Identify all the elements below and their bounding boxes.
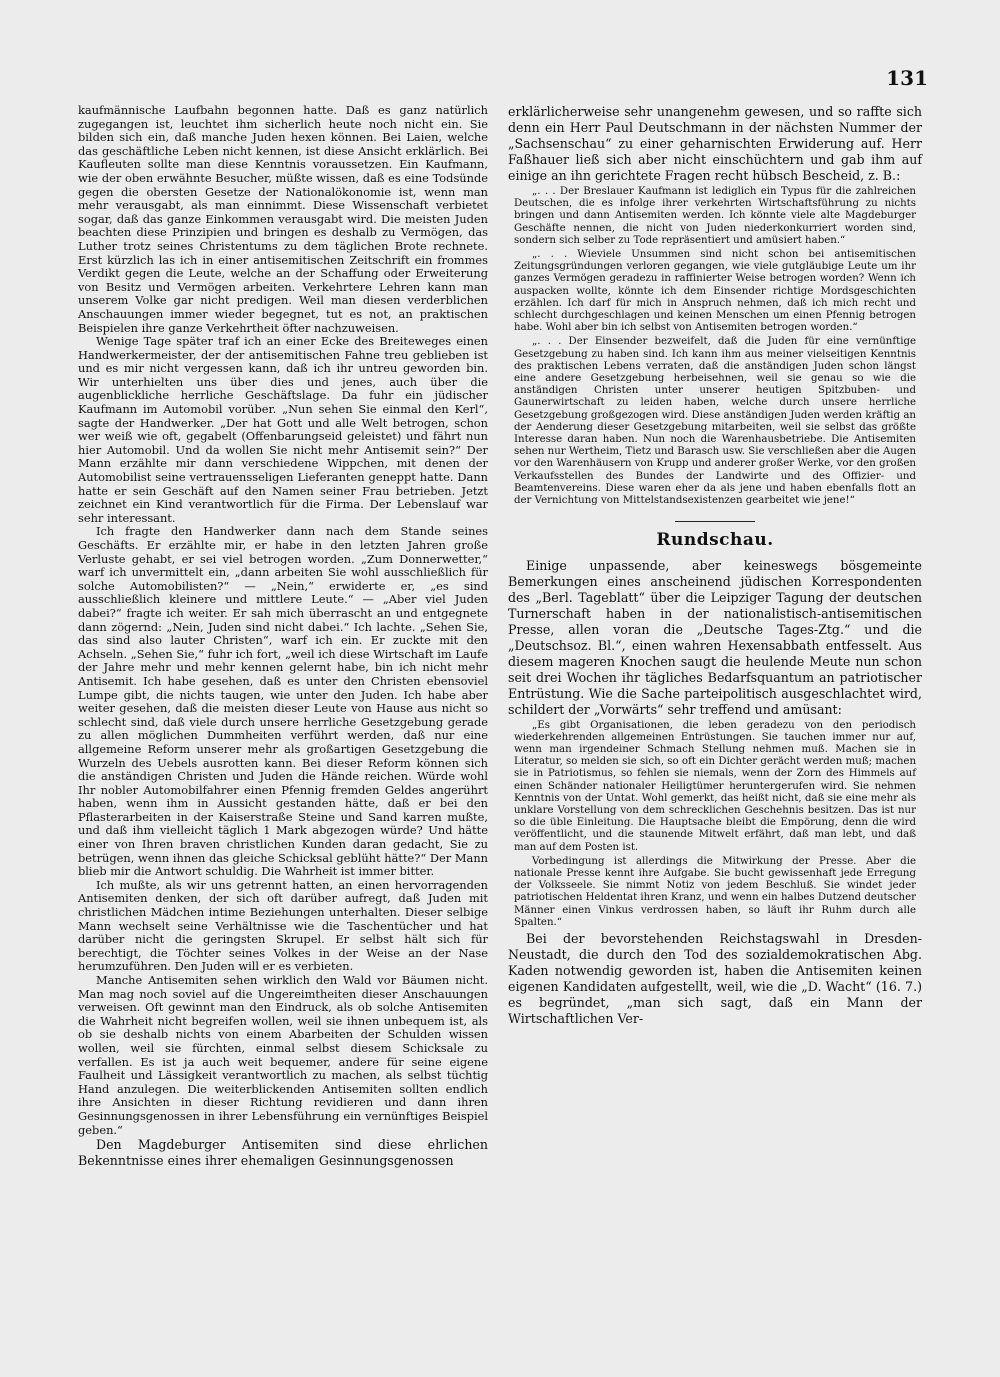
quote-paragraph: Vorbedingung ist allerdings die Mitwirkung der Presse. Aber die nationale Presse kennt ihre Aufgabe. Sie bucht gewissenhaft jede Erregung der Volksseele. Sie nimmt Notiz von jedem Beschluß. Sie windet jeder patriotischen Heldentat ihren Kranz, und wenn ein halbes Dutzend deutscher Männer einen Vinkus verdrossen haben, so läuft ihr Ruhm durch alle Spalten.“ [514, 855, 917, 928]
paragraph: Ich fragte den Handwerker dann nach dem Stande seines Geschäfts. Er erzählte mir, er habe in den letzten Jahren große Verluste gehabt, er sei viel betrogen worden. „Zum Donnerwetter,“ warf ich unvermittelt ein, „dann arbeiten Sie wohl ausschließlich für solche Automobilisten?“ — „Nein,“ erwiderte er, „es sind ausschließlich kleinere und mittlere Leute.“ — „Aber viel Juden dabei?“ fragte ich weiter. Er sah mich überrascht an und entgegnete dann zögernd: „Nein, Juden sind nicht dabei.“ Ich lachte. „Sehen Sie, das sind also lauter Christen“, warf ich ein. Er zuckte mit den Achseln. „Sehen Sie,“ fuhr ich fort, „weil ich diese Wirtschaft im Laufe der Jahre mehr und mehr kennen gelernt habe, bin ich nicht mehr Antisemit. Ich habe gesehen, daß es unter den Christen ebensoviel Lumpe gibt, die nichts taugen, wie unter den Juden. Ich habe aber weiter gesehen, daß die meisten dieser Leute von Hause aus nicht so schlecht sind, daß viele durch unsere herrliche Gesetzgebung gerade zu allen möglichen Dummheiten verführt werden, daß nur eine allgemeine Reform unserer mehr als großartigen Gesetzgebung die Wurzeln des Uebels ausrotten kann. Bei dieser Reform können sich die anständigen Christen und Juden die Hände reichen. Würde wohl Ihr nobler Automobilfahrer einen Pfennig fremden Geldes angerührt haben, wenn ihm in Aussicht gestanden hätte, daß er bei den Pflasterarbeiten in der Kaiserstraße Steine und Sand karren mußte, und daß ihm vielleicht täglich 1 Mark abgezogen würde? Und hätte einer von Ihren braven christlichen Kunden daran gedacht, Sie zu betrügen, wenn ihnen das gleiche Schicksal geblüht hätte?“ Der Mann blieb mir die Antwort schuldig. Die Wahrheit ist immer bitter. [78, 524, 488, 879]
paragraph: erklärlicherweise sehr unangenehm gewesen, und so raffte sich denn ein Herr Paul Deutschmann in der nächsten Nummer der „Sachsenschau“ zu einer geharnischten Erwiderung auf. Herr Faßhauer ließ sich aber nicht einschüchtern und gab ihm auf einige an ihn gerichtete Fragen recht hübsch Bescheid, z. B.: [508, 104, 922, 183]
quote-paragraph: „Es gibt Organisationen, die leben geradezu von den periodisch wiederkehrenden allgemeinen Entrüstungen. Sie tauchen immer nur auf, wenn man irgendeiner Schmach Stellung nehmen muß. Machen sie in Literatur, so melden sie sich, so oft ein Dichter gerächt werden muß; machen sie in Patriotismus, so fehlen sie niemals, wenn der Zorn des Himmels auf einen Schänder nationaler Heiligtümer heruntergerufen wird. Sie nehmen Kenntnis von der Untat. Wohl gemerkt, das heißt nicht, daß sie eine mehr als unklare Vorstellung von dem schrecklichen Geschehnis besitzen. Das ist nur so die üble Einleitung. Die Hauptsache bleibt die Empörung, denn die wird veröffentlicht, und die staunende Mitwelt erfährt, daß man lebt, und daß man auf dem Posten ist. [514, 719, 916, 853]
paragraph: Wenige Tage später traf ich an einer Ecke des Breiteweges einen Handwerkermeister, der der antisemitischen Fahne treu geblieben ist und es mir nicht vergessen kann, daß ich ihr untreu geworden bin. Wir unterhielten uns über dies und jenes, auch über die augenblickliche herrliche Geschäftslage. Da fuhr ein jüdischer Kaufmann im Automobil vorüber. „Nun sehen Sie einmal den Kerl“, sagte der Handwerker. „Der hat Gott und alle Welt betrogen, schon wer weiß wie oft, gegabelt (Offenbarungseid geleistet) und fährt nun hier Automobil. Und da wollen Sie nicht mehr Antisemit sein?“ Der Mann erzählte mir dann verschiedene Wippchen, mit denen der Automobilist seine vertrauensseligen Lieferanten geneppt hatte. Dann hatte er sein Geschäft auf den Namen seiner Frau betrieben. Jetzt zeichnet ein Kind verantwortlich für die Firma. Der Lebenslauf war sehr interessant. [78, 334, 488, 525]
quote-paragraph: „. . . Der Einsender bezweifelt, daß die Juden für eine vernünftige Gesetzgebung zu haben sind. Ich kann ihm aus meiner vielseitigen Kenntnis des praktischen Lebens verraten, daß die anständigen Juden schon längst eine andere Gesetzgebung herbeisehnen, weil sie genau so wie die anständigen Christen unter unserer heutigen Spitzbuben- und Gaunerwirtschaft zu leiden haben, welche durch unsere herrliche Gesetzgebung großgezogen wird. Diese anständigen Juden werden kräftig an der Aenderung dieser Gesetzgebung mitarbeiten, weil sie selbst das größte Interesse daran haben. Nun noch die Warenhausbetriebe. Die Antisemiten sehen nur Wertheim, Tietz und Barasch usw. Sie verschließen aber die Augen vor den Warenhäusern von Krupp und anderer großer Werke, vor den großen Verkaufsstellen des Bundes der Landwirte und des Offizier- und Beamtenvereins. Diese waren eher da als jene und haben ebenfalls flott an der Vernichtung von Mittelstandsexistenzen gearbeitet wie jene!“ [514, 336, 916, 507]
section-divider [675, 521, 755, 522]
page-number: 131 [886, 66, 928, 90]
right-column [508, 104, 922, 1027]
paragraph: Einige unpassende, aber keineswegs bösgemeinte Bemerkungen eines anscheinend jüdischen Korrespondenten des „Berl. Tageblatt“ über die Leipziger Tagung der deutschen Turnerschaft haben in der nationalistisch-antisemitischen Presse, allen voran die „Deutsche Tages-Ztg.“ und die „Deutschsoz. Bl.“, einen wahren Hexensabbath entfesselt. Aus diesem mageren Knochen saugt die heulende Meute nun schon seit drei Wochen ihr tägliches Bedarfsquantum an patriotischer Entrüstung. Wie die Sache parteipolitisch ausgeschlachtet wird, schildert der „Vorwärts“ sehr treffend und amüsant: [508, 557, 922, 717]
paragraph: Ich mußte, als wir uns getrennt hatten, an einen hervorragenden Antisemiten denken, der sich oft darüber aufregt, daß Juden mit christlichen Mädchen intime Beziehungen unterhalten. Dieser selbige Mann wechselt seine Verhältnisse wie die Taschentücher und hat darüber nicht die geringsten Skrupel. Er selbst hält sich für berechtigt, die Töchter seines Volkes in der Weise an der Nase herumzuführen. Den Juden will er es verbieten. [78, 877, 488, 974]
paragraph: Den Magdeburger Antisemiten sind diese ehrlichen Bekenntnisse eines ihrer ehemaligen Gesinnungsgenossen [78, 1137, 488, 1169]
section-heading: Rundschau. [656, 530, 774, 551]
paragraph: Manche Antisemiten sehen wirklich den Wald vor Bäumen nicht. Man mag noch soviel auf die Ungereimtheiten dieser Anschauungen verweisen. Oft gewinnt man den Eindruck, als ob solche Antisemiten die Wahrheit nicht begreifen wollen, weil sie ihnen unbequem ist, als ob sie deshalb nichts von einem Abarbeiten der Schulden wissen wollen, weil sie fürchten, einmal selbst diesem Schicksale zu verfallen. Es ist ja auch weit bequemer, andere für seine eigene Faulheit und Lässigkeit verantwortlich zu machen, als selbst tüchtig Hand anzulegen. Die weiterblickenden Antisemiten sollten endlich ihre Ansichten in dieser Richtung revidieren und dann ihren Gesinnungsgenossen in ihrer Lebensführung ein vernünftiges Beispiel geben.“ [78, 973, 488, 1137]
quote-paragraph: „. . . Wieviele Unsummen sind nicht schon bei antisemitischen Zeitungsgründungen verloren gegangen, wie viele gutgläubige Leute um ihr ganzes Vermögen geradezu in raffinierter Weise betrogen worden? Wenn ich auspacken wollte, könnte ich dem Einsender richtige Mordsgeschichten erzählen. Ich darf für mich in Anspruch nehmen, daß ich mich recht und schlecht durchgeschlagen und keinen Menschen um einen Pfennig betrogen habe. Wohl aber bin ich selbst von Antisemiten betrogen worden.“ [514, 249, 916, 334]
quote-paragraph: „. . . Der Breslauer Kaufmann ist lediglich ein Typus für die zahlreichen Deutschen, die es infolge ihrer verkehrten Wirtschaftsführung zu nichts bringen und dann Antisemiten werden. Ich könnte viele alte Magdeburger Geschäfte nennen, die nicht von Juden niederkonkurriert worden sind, sondern sich selber zu Tode repräsentiert und amüsiert haben.“ [514, 186, 916, 246]
paragraph: kaufmännische Laufbahn begonnen hatte. Daß es ganz natürlich zugegangen ist, leuchtet ihm sicherlich heute noch nicht ein. Sie bilden sich ein, daß manche Juden hexen können. Bei Laien, welche das geschäftliche Leben nicht kennen, ist diese Ansicht erklärlich. Bei Kaufleuten sollte man diese Kenntnis voraussetzen. Ein Kaufmann, wie der oben erwähnte Besucher, müßte wissen, daß es eine Todsünde gegen die obersten Gesetze der Nationalökonomie ist, wenn man mehr verausgabt, als man einnimmt. Diese Wissenschaft verbietet sogar, daß das ganze Einkommen verausgabt wird. Die meisten Juden beachten diese Prinzipien und bringen es deshalb zu Vermögen, das Luther trotz seines Christentums zu dem täglichen Brote rechnete. Erst kürzlich las ich in einer antisemitischen Zeitschrift ein frommes Verdikt gegen die Leute, welche an der Schaffung oder Erweiterung von Besitz und Vermögen arbeiten. Verkehrtere Lehren kann man unserem Volke gar nicht predigen. Weil man diesen verderblichen Anschauungen immer wieder begegnet, tut es not, an praktischen Beispielen ihre ganze Verkehrtheit öfter nachzuweisen. [78, 103, 488, 335]
paragraph: Bei der bevorstehenden Reichstagswahl in Dresden-Neustadt, die durch den Tod des sozialdemokratischen Abg. Kaden notwendig geworden ist, haben die Antisemiten keinen eigenen Kandidaten aufgestellt, weil, wie die „D. Wacht“ (16. 7.) es begründet, „man sich sagt, daß ein Mann der Wirtschaftlichen Ver- [508, 931, 922, 1027]
left-column [78, 104, 488, 1169]
